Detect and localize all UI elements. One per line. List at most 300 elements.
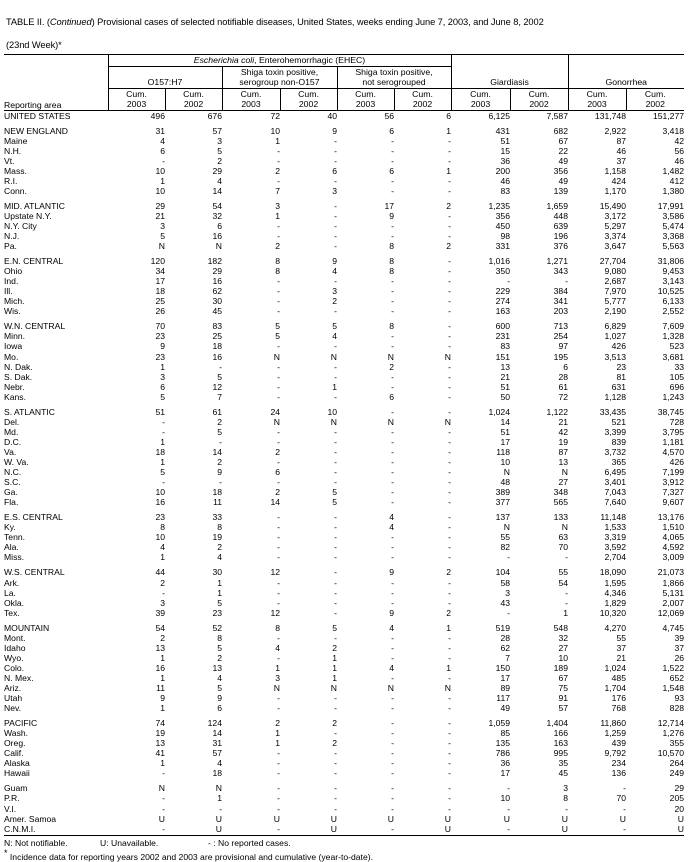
row-value-col-6: U [503,813,510,824]
row-value-col-1: 18 [212,341,222,352]
row-value-col-3: - [334,391,337,402]
row-value-col-9: 7,199 [662,467,685,478]
row-value-col-3: - [334,542,337,553]
row-value-col-3: 9 [332,256,337,267]
row-value-col-0: 10 [155,165,165,176]
row-value-col-0: 4 [160,542,165,553]
row-value-col-6: 786 [495,748,510,759]
row-value-col-4: - [391,718,394,729]
table-row [4,814,684,824]
row-value-col-3: - [334,155,337,166]
legend-line [4,838,684,848]
row-value-col-0: 4 [160,135,165,146]
row-value-col-5: 1 [446,125,451,136]
row-value-col-0: - [162,823,165,834]
row-value-col-9: 5,131 [662,587,685,598]
title-continued-italic: Continued [49,16,92,27]
header-shiga-notsero-l2: not serogrouped [362,77,426,87]
row-value-col-8: 27,704 [599,256,626,267]
row-value-col-5: - [448,256,451,267]
row-reporting-area: Ark. [4,577,20,588]
row-value-col-3: - [334,758,337,769]
row-value-col-0: 29 [155,200,165,211]
row-value-col-5: 1 [446,165,451,176]
row-value-col-0: 5 [160,467,165,478]
row-value-col-8: 3,513 [604,351,626,362]
row-value-col-9: 151,277 [652,110,685,121]
row-value-col-0: 44 [155,567,165,578]
row-value-col-1: 1 [217,793,222,804]
row-value-col-5: - [448,321,451,332]
table-row [4,532,684,542]
table-row [4,793,684,803]
table-row [4,256,684,266]
row-value-col-0: - [162,426,165,437]
row-value-col-2: - [277,296,280,307]
row-value-col-1: 5 [217,145,222,156]
row-value-col-7: U [561,823,568,834]
row-value-col-6: 519 [495,622,510,633]
table-row [4,417,684,427]
row-value-col-0: - [162,803,165,814]
row-value-col-6: - [507,783,510,794]
table-row [4,457,684,467]
header-col-6 [451,88,510,110]
row-value-col-7: 1,659 [546,200,568,211]
table-row [4,392,684,402]
row-value-col-1: 4 [217,175,222,186]
row-value-col-0: 9 [160,693,165,704]
row-value-col-4: 9 [389,607,394,618]
row-value-col-7: 163 [553,738,568,749]
table-row [4,146,684,156]
row-value-col-5: - [448,457,451,467]
row-value-col-0: 10 [155,487,165,498]
row-value-col-7: - [565,597,568,608]
row-value-col-2: - [277,803,280,814]
row-value-col-7: 57 [558,703,568,714]
row-value-col-0: 6 [160,381,165,392]
row-value-col-1: 2 [217,652,222,663]
row-value-col-8: 6,829 [604,321,626,332]
table-row [4,382,684,392]
row-value-col-7: 341 [553,296,568,307]
row-value-col-5: - [448,361,451,372]
row-value-col-8: 234 [611,758,626,769]
row-value-col-5: - [448,426,451,437]
row-value-col-5: - [448,341,451,352]
row-reporting-area: C.N.M.I. [4,823,36,834]
row-value-col-8: 4,346 [604,587,626,598]
row-value-col-2: 6 [275,467,280,478]
row-value-col-8: - [623,783,626,794]
table-row [4,552,684,562]
row-value-col-8: 631 [611,381,626,392]
row-value-col-8: 439 [611,738,626,749]
row-value-col-6: 17 [500,436,510,447]
row-value-col-2: 1 [275,135,280,146]
row-value-col-9: 42 [674,135,685,146]
row-value-col-1: 4 [217,672,222,683]
row-value-col-0: - [162,155,165,166]
row-value-col-3: 40 [327,110,337,121]
row-reporting-area: R.I. [4,175,18,186]
row-value-col-2: 2 [275,487,280,498]
row-value-col-7: 72 [558,391,568,402]
row-value-col-8: 1,158 [604,165,626,176]
row-value-col-9: 20 [674,803,685,814]
row-value-col-2: 1 [275,738,280,749]
row-value-col-6: 7 [505,652,510,663]
row-value-col-0: 23 [155,351,165,362]
row-value-col-3: 9 [332,125,337,136]
row-value-col-0: 5 [160,231,165,242]
row-value-col-4: - [391,467,394,478]
row-value-col-0: 1 [160,703,165,714]
row-reporting-area: N.H. [4,145,22,156]
row-value-col-4: - [391,672,394,683]
row-reporting-area: W.S. CENTRAL [4,567,65,578]
row-value-col-9: 2,552 [662,306,685,317]
header-ehec-group [108,55,451,67]
table-row [4,331,684,341]
row-value-col-2: - [277,793,280,804]
header-shiga-notsero-l1: Shiga toxin positive, [355,66,433,77]
row-value-col-8: 131,748 [594,110,626,121]
table-row [4,296,684,306]
row-value-col-9: 3,368 [662,231,685,242]
row-value-col-2: N [273,351,280,362]
row-value-col-7: 682 [553,125,568,136]
row-value-col-5: - [448,436,451,447]
row-value-col-1: 7 [217,391,222,402]
row-value-col-3: U [330,813,337,824]
header-col-0-year: 2003 [126,99,147,109]
row-value-col-8: 11,148 [600,512,626,523]
row-value-col-5: - [448,391,451,402]
row-value-col-5: - [448,597,451,608]
row-value-col-4: - [391,477,394,488]
row-value-col-9: 105 [669,371,685,382]
row-value-col-3: - [334,522,337,533]
row-value-col-8: 839 [611,436,626,447]
row-value-col-4: - [391,135,394,146]
row-value-col-6: 17 [500,672,510,683]
row-reporting-area: N. Mex. [4,672,34,683]
row-value-col-2: - [277,703,280,714]
row-value-col-8: 3,319 [604,532,626,543]
row-value-col-6: 231 [495,331,510,342]
table-row [4,542,684,552]
row-value-col-7: 10 [558,652,568,663]
row-value-col-7: 91 [558,693,568,704]
header-giardiasis: Giardiasis [451,55,568,89]
table-row [4,407,684,417]
row-value-col-6: 51 [500,381,510,392]
row-value-col-7: 32 [558,632,568,643]
row-value-col-7: 195 [553,351,568,362]
row-value-col-8: 424 [611,175,626,186]
title-line1-pre: TABLE II. ( [6,16,50,27]
row-value-col-3: 1 [332,672,337,683]
row-value-col-4: 8 [389,241,394,252]
row-value-col-9: 1,548 [662,682,685,693]
row-value-col-2: - [277,220,280,231]
row-value-col-2: - [277,145,280,156]
row-value-col-6: 1,024 [488,406,510,417]
row-value-col-4: 4 [389,662,394,673]
notifiable-diseases-table [4,54,684,834]
row-value-col-8: 4,270 [604,622,626,633]
row-value-col-9: 4,592 [662,542,685,553]
row-value-col-3: - [334,703,337,714]
row-value-col-7: 6 [563,361,568,372]
row-reporting-area: Idaho [4,642,26,653]
row-value-col-1: 83 [212,321,222,332]
row-value-col-4: - [391,597,394,608]
row-value-col-9: 21,073 [657,567,685,578]
row-value-col-3: - [334,567,337,578]
header-col-3 [280,88,337,110]
row-value-col-7: 448 [553,210,568,221]
table-row [4,201,684,211]
row-value-col-9: 9,607 [662,497,685,508]
row-value-col-5: - [448,672,451,683]
row-value-col-7: 139 [553,185,568,196]
row-value-col-6: - [507,823,510,834]
table-row [4,633,684,643]
row-value-col-6: 55 [500,532,510,543]
row-value-col-9: 205 [669,793,685,804]
row-value-col-5: - [448,758,451,769]
row-value-col-6: 46 [500,175,510,186]
row-value-col-6: 200 [495,165,510,176]
table-row [4,663,684,673]
row-reporting-area: UNITED STATES [4,110,71,121]
row-value-col-5: - [448,693,451,704]
row-value-col-4: - [391,577,394,588]
row-value-col-9: 9,453 [662,266,685,277]
row-value-col-7: 21 [558,416,568,427]
row-value-col-6: 10 [500,793,510,804]
row-value-col-8: 5,777 [604,296,626,307]
header-col-5-year: 2002 [412,99,433,109]
row-value-col-8: 1,170 [604,185,626,196]
row-value-col-1: 16 [212,231,222,242]
row-reporting-area: N.Y. City [4,220,37,231]
row-value-col-3: - [334,477,337,488]
row-value-col-8: 2,922 [604,125,626,136]
row-value-col-1: - [219,361,222,372]
row-reporting-area: Mass. [4,165,27,176]
row-value-col-5: U [444,813,451,824]
row-value-col-4: - [391,552,394,563]
row-value-col-6: 50 [500,391,510,402]
table-header [4,55,684,111]
row-value-col-9: 1,276 [662,728,685,739]
row-value-col-5: 6 [446,110,451,121]
row-value-col-4: - [391,306,394,317]
row-value-col-7: 254 [553,331,568,342]
row-value-col-0: 16 [155,662,165,673]
row-value-col-7: 565 [553,497,568,508]
row-value-col-2: - [277,758,280,769]
row-value-col-3: - [334,436,337,447]
row-value-col-5: - [448,738,451,749]
row-value-col-5: - [448,532,451,543]
row-value-col-1: 8 [217,522,222,533]
row-value-col-7: 995 [553,748,568,759]
row-value-col-7: 70 [558,542,568,553]
row-value-col-6: 600 [495,321,510,332]
row-value-col-7: 42 [558,426,568,437]
row-value-col-5: - [448,185,451,196]
row-value-col-5: - [448,210,451,221]
row-value-col-3: - [334,632,337,643]
row-reporting-area: W.N. CENTRAL [4,321,66,332]
row-value-col-4: - [391,652,394,663]
row-value-col-3: - [334,457,337,467]
table-row [4,341,684,351]
row-value-col-8: 46 [616,145,626,156]
row-reporting-area: Nebr. [4,381,25,392]
row-value-col-5: - [448,803,451,814]
row-value-col-8: 1,595 [604,577,626,588]
row-value-col-7: 133 [553,512,568,523]
table-row [4,608,684,618]
table-row [4,467,684,477]
row-value-col-3: - [334,467,337,478]
row-value-col-7: N [561,467,568,478]
row-value-col-1: 4 [217,552,222,563]
row-value-col-9: 1,243 [662,391,685,402]
row-value-col-0: U [158,813,165,824]
row-value-col-1: 5 [217,597,222,608]
row-value-col-4: N [387,416,394,427]
row-value-col-3: 10 [327,406,337,417]
row-value-col-2: 12 [270,567,280,578]
row-value-col-2: 5 [275,321,280,332]
row-value-col-2: - [277,542,280,553]
row-value-col-8: - [623,823,626,834]
row-value-col-1: 23 [212,607,222,618]
header-shiga-nono157-l1: Shiga toxin positive, [240,66,319,77]
row-value-col-6: 163 [495,306,510,317]
row-value-col-5: 2 [446,607,451,618]
row-value-col-1: 32 [212,210,222,221]
row-value-col-7: 28 [558,371,568,382]
row-value-col-5: N [444,351,451,362]
row-value-col-5: - [448,577,451,588]
row-reporting-area: Tex. [4,607,20,618]
row-reporting-area: Md. [4,426,19,437]
row-reporting-area: Ala. [4,542,19,553]
row-value-col-0: 26 [155,306,165,317]
table-row [4,522,684,532]
row-value-col-7: 343 [553,266,568,277]
row-value-col-2: 14 [270,497,280,508]
row-value-col-8: 15,490 [599,200,626,211]
row-value-col-8: 365 [611,457,626,467]
row-value-col-4: - [391,436,394,447]
header-col-5-cum: Cum. [412,88,433,99]
row-reporting-area: E.N. CENTRAL [4,256,64,267]
table-row [4,783,684,793]
row-value-col-6: N [503,467,510,478]
row-value-col-3: - [334,693,337,704]
row-value-col-8: 1,533 [604,522,626,533]
row-reporting-area: Vt. [4,155,15,166]
row-value-col-9: 652 [669,672,685,683]
row-value-col-2: - [277,532,280,543]
row-value-col-3: - [334,607,337,618]
row-value-col-3: - [334,577,337,588]
table-row [4,824,684,834]
row-value-col-7: 13 [558,457,568,467]
row-value-col-6: 82 [500,542,510,553]
row-value-col-0: 3 [160,220,165,231]
header-col-3-cum: Cum. [298,88,319,99]
row-value-col-9: 38,745 [657,406,685,417]
header-shiga-nono157-l2: serogroup non-O157 [239,77,320,87]
header-o157h7 [108,66,222,88]
table-row [4,748,684,758]
row-value-col-7: 27 [558,477,568,488]
row-value-col-0: 74 [155,718,165,729]
row-value-col-3: - [334,210,337,221]
row-reporting-area: W. Va. [4,457,29,467]
row-value-col-4: N [387,351,394,362]
row-value-col-8: 3,647 [604,241,626,252]
row-value-col-9: 3,681 [662,351,685,362]
row-value-col-7: 67 [558,672,568,683]
row-value-col-3: 1 [332,381,337,392]
row-value-col-4: - [391,331,394,342]
table-row [4,176,684,186]
table-row [4,768,684,778]
row-value-col-4: - [391,497,394,508]
row-value-col-1: 1 [217,577,222,588]
row-value-col-4: - [391,532,394,543]
row-value-col-6: - [507,552,510,563]
row-value-col-9: 10,570 [657,748,685,759]
row-value-col-8: 18,090 [599,567,626,578]
header-shiga-notsero [337,66,451,88]
row-value-col-6: 1,235 [488,200,510,211]
row-value-col-2: 2 [275,241,280,252]
row-value-col-8: 37 [616,642,626,653]
row-value-col-6: 49 [500,703,510,714]
row-value-col-7: 348 [553,487,568,498]
row-value-col-9: 355 [669,738,685,749]
row-value-col-2: 8 [275,256,280,267]
row-reporting-area: PACIFIC [4,718,38,729]
header-ehec-rest: , Enterohemorrhagic (EHEC) [254,55,366,65]
row-value-col-1: - [219,803,222,814]
row-reporting-area: Ga. [4,487,18,498]
row-value-col-1: 14 [212,185,222,196]
row-value-col-6: 36 [500,155,510,166]
table-row [4,266,684,276]
row-value-col-8: 1,259 [604,728,626,739]
row-reporting-area: Guam [4,783,28,794]
row-value-col-0: 34 [155,266,165,277]
row-value-col-0: - [162,768,165,779]
row-value-col-0: 10 [155,532,165,543]
row-value-col-1: 5 [217,642,222,653]
row-value-col-3: - [334,231,337,242]
row-value-col-1: 1 [217,587,222,598]
